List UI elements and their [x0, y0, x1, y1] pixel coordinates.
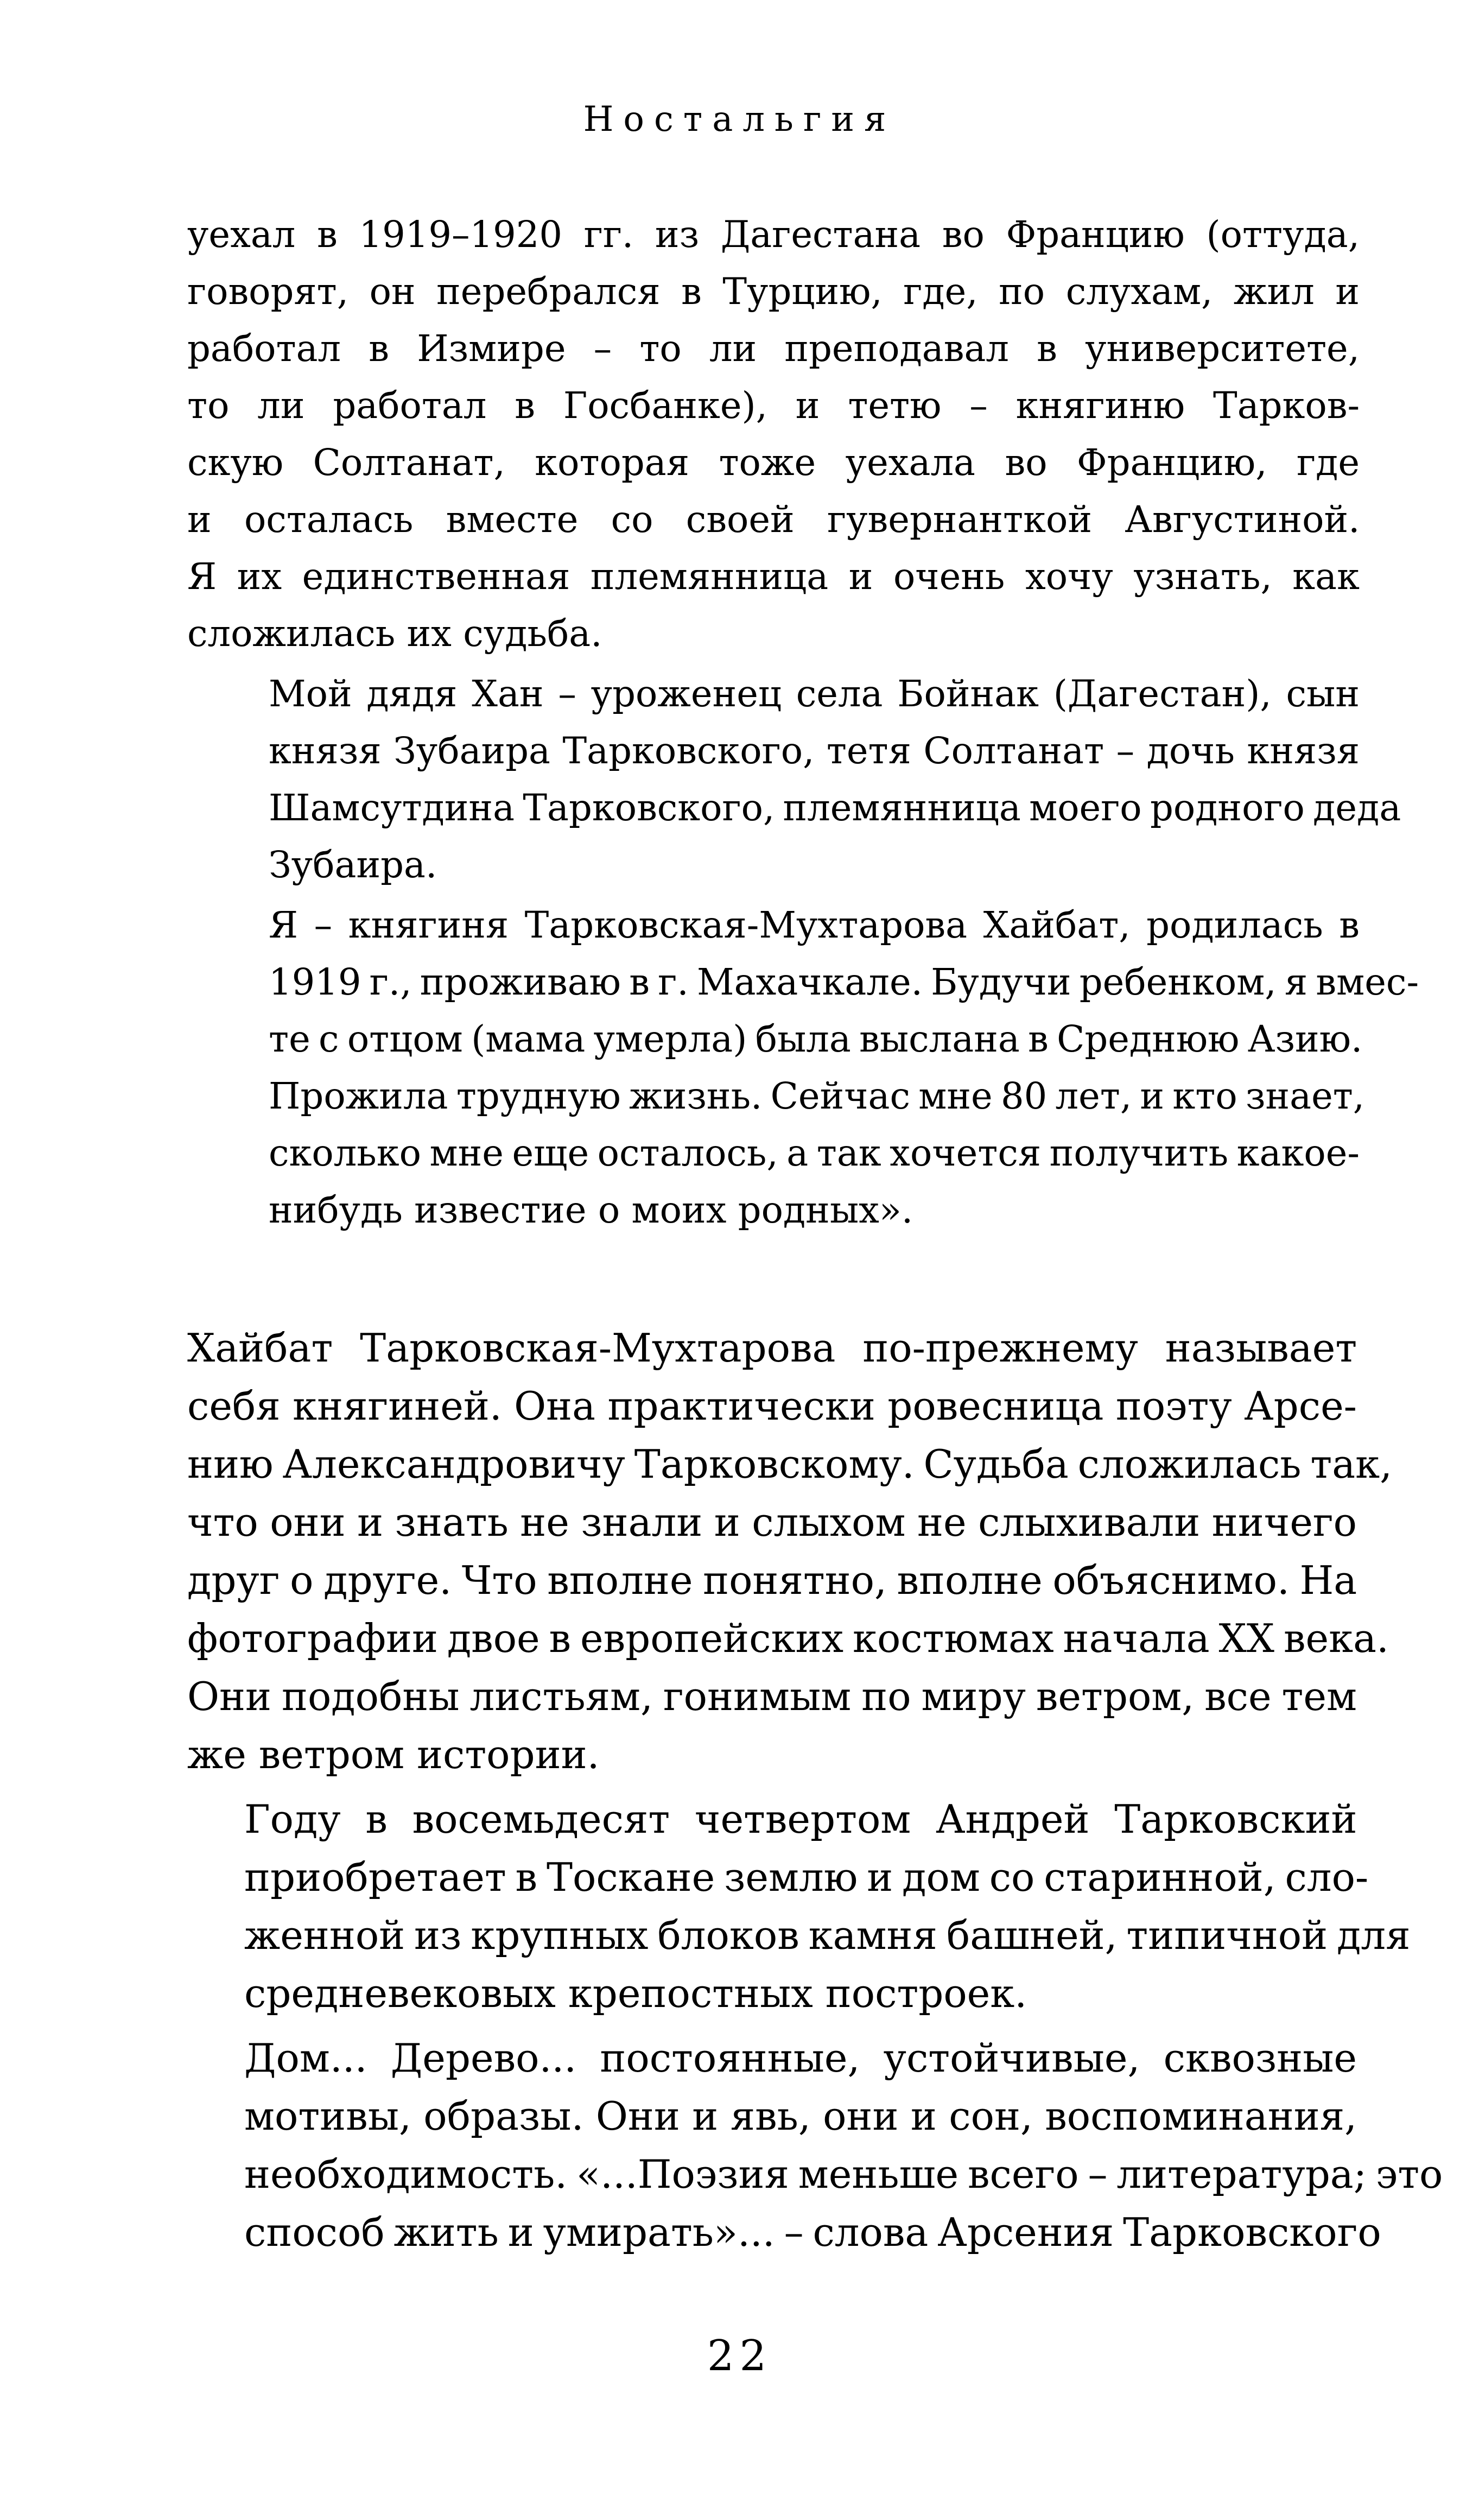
- quote-paragraph: [187, 206, 1360, 662]
- running-head: Ностальгия: [583, 99, 896, 140]
- text-line: уехал в 1919–1920 гг. из Дагестана во Францию (оттуда,: [187, 213, 1360, 256]
- text-line: скую Солтанат, которая тоже уехала во Францию, где: [187, 441, 1360, 484]
- page-number: 22: [707, 2332, 772, 2380]
- text-line: приобретает в Тоскане землю и дом со старинной, сло-: [244, 1854, 1369, 1900]
- text-line: женной из крупных блоков камня башней, типичной для: [244, 1913, 1411, 1958]
- text-line: Мой дядя Хан – уроженец села Бойнак (Дагестан), сын: [269, 673, 1360, 715]
- text-line: Хайбат Тарковская-Мухтарова по-прежнему называет: [187, 1325, 1357, 1371]
- text-line: средневековых крепостных построек.: [244, 1971, 1027, 2016]
- text-line: фотографии двое в европейских костюмах начала XX века.: [187, 1616, 1389, 1661]
- body-paragraph: [187, 2029, 1443, 2262]
- text-line: себя княгиней. Она практически ровесница поэту Арсе-: [187, 1383, 1357, 1429]
- text-line: то ли работал в Госбанке), и тетю – княгиню Тарков-: [187, 384, 1360, 427]
- text-line: Я – княгиня Тарковская-Мухтарова Хайбат, родилась в: [269, 904, 1360, 946]
- body-paragraph: [187, 1790, 1411, 2023]
- text-line: Они подобны листьям, гонимым по миру ветром, все тем: [187, 1674, 1357, 1719]
- text-line: Году в восемьдесят четвертом Андрей Тарковский: [244, 1796, 1357, 1842]
- text-line: необходимость. «...Поэзия меньше всего – литература; это: [244, 2151, 1443, 2197]
- text-line: способ жить и умирать»... – слова Арсения Тарковского: [244, 2209, 1381, 2255]
- main-text: [187, 1319, 1443, 2262]
- text-line: Шамсутдина Тарковского, племянница моего родного деда: [269, 787, 1401, 829]
- text-line: друг о друге. Что вполне понятно, вполне объяснимо. На: [187, 1557, 1357, 1603]
- text-line: же ветром истории.: [187, 1732, 600, 1777]
- text-line: нибудь известие о моих родных».: [269, 1189, 913, 1231]
- quote-paragraph: [187, 666, 1401, 894]
- text-line: говорят, он перебрался в Турцию, где, по слухам, жил и: [187, 270, 1360, 313]
- text-line: сложилась их судьба.: [187, 612, 602, 655]
- text-line: Я их единственная племянница и очень хочу узнать, как: [187, 555, 1360, 598]
- text-line: те с отцом (мама умерла) была выслана в Среднюю Азию.: [269, 1018, 1363, 1060]
- text-line: работал в Измире – то ли преподавал в университете,: [187, 327, 1360, 370]
- quote-paragraph: [187, 897, 1419, 1239]
- text-line: Дом... Дерево... постоянные, устойчивые, сквозные: [244, 2035, 1357, 2081]
- text-line: Зубаира.: [269, 844, 437, 886]
- text-line: и осталась вместе со своей гувернанткой Августиной.: [187, 498, 1360, 541]
- text-line: 1919 г., проживаю в г. Махачкале. Будучи ребенком, я вмес-: [269, 961, 1419, 1003]
- text-line: Прожила трудную жизнь. Сейчас мне 80 лет, и кто знает,: [269, 1075, 1365, 1117]
- text-line: что они и знать не знали и слыхом не слыхивали ничего: [187, 1499, 1357, 1545]
- text-line: сколько мне еще осталось, а так хочется получить какое-: [269, 1132, 1360, 1174]
- text-line: мотивы, образы. Они и явь, они и сон, воспоминания,: [244, 2093, 1357, 2139]
- text-line: нию Александровичу Тарковскому. Судьба сложилась так,: [187, 1441, 1393, 1487]
- body-paragraph: [187, 1319, 1393, 1784]
- quoted-letter: [187, 206, 1419, 1242]
- text-line: князя Зубаира Тарковского, тетя Солтанат – дочь князя: [269, 730, 1360, 772]
